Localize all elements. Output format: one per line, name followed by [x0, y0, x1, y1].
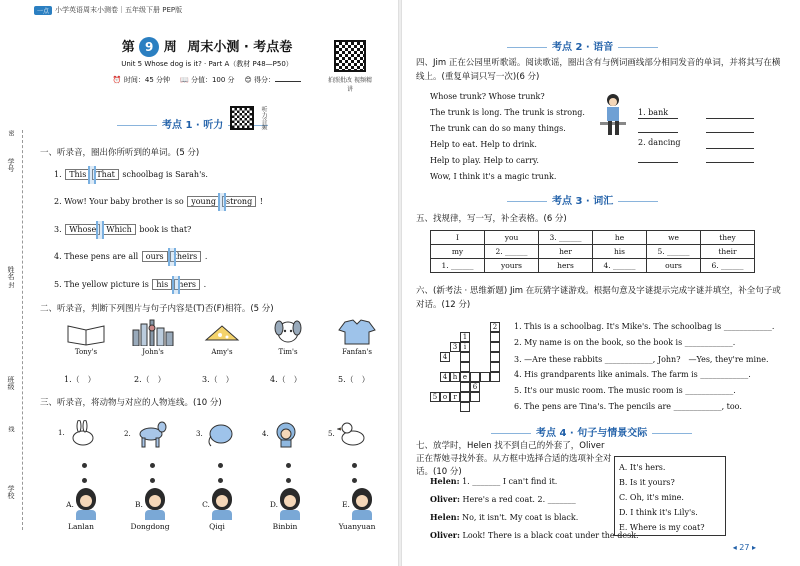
girl-avatar: [212, 488, 232, 510]
q2-answer-3[interactable]: 3.（ ）: [202, 375, 234, 384]
q5-title: 五、找规律，写一写，补全表格。(6 分): [416, 214, 567, 224]
shirt-icon: [337, 318, 377, 346]
quiz-meta: [112, 75, 302, 85]
option-d[interactable]: D. I think it's Lily's.: [619, 508, 698, 517]
q2-answer-5[interactable]: 5.（ ）: [338, 375, 370, 384]
match-dot-animal-4[interactable]: [286, 463, 291, 468]
book-title: 小学英语周末小测卷｜五年级下册 PEP版: [55, 6, 183, 14]
option-strong[interactable]: strong: [222, 196, 256, 207]
school-label: 学校: [7, 485, 15, 499]
brand-tag: 一点: [34, 6, 52, 15]
q1-item-5: 5. The yellow picture is his hers .: [54, 279, 206, 290]
person-a: A. Lanlan: [56, 488, 106, 531]
q2-pic-5: [334, 318, 380, 356]
option-b[interactable]: B. Is it yours?: [619, 478, 675, 487]
time-label: ⏰ 时间：45 分钟: [112, 76, 170, 84]
q3-animal-2: 2.: [124, 420, 180, 448]
person-name-a: Lanlan: [68, 522, 94, 531]
match-dot-animal-3[interactable]: [218, 463, 223, 468]
q6-sentence-4: 4. His grandparents like animals. The farm is ____________.: [514, 370, 751, 379]
section-2-heading: 考点 2 · 语音: [502, 38, 663, 53]
seal-char-1: 密: [7, 130, 14, 136]
q1-item-3: 3. Whose Which book is that?: [54, 224, 191, 235]
dialog-line-2: Oliver: Here's a red coat. 2. _______: [430, 494, 576, 504]
monkey-icon: [271, 420, 301, 448]
worksheet-title: [112, 36, 302, 85]
book-header: [34, 5, 182, 15]
q2-label-2: John's: [142, 348, 164, 356]
elephant-icon: [205, 420, 235, 448]
match-dot-person-5[interactable]: [352, 478, 357, 483]
pronoun-table: [430, 230, 755, 273]
chant-line-4: Help to eat. Help to drink.: [430, 140, 537, 149]
unit-line: Unit 5 Whose dog is it? · Part A（教材 P48—P50）: [121, 60, 293, 68]
q2-pic-3: [200, 320, 244, 356]
example-word-2: 2. dancing: [638, 138, 681, 147]
answer-line-1b[interactable]: [706, 118, 754, 119]
match-dot-person-2[interactable]: [150, 478, 155, 483]
answer-line-2a[interactable]: [706, 148, 754, 149]
got-label: 😊 得分：: [245, 75, 302, 85]
audio-caption: 听力音频: [260, 106, 267, 130]
audio-qr-icon[interactable]: [230, 106, 254, 130]
q2-pic-1: [64, 320, 108, 356]
match-dot-animal-1[interactable]: [82, 463, 87, 468]
person-name-c: Qiqi: [209, 522, 225, 531]
person-d: D. Binbin: [260, 488, 310, 531]
city-skyline-icon: [131, 318, 175, 346]
q3-animal-4: 4.: [262, 420, 312, 448]
week-suffix: 周: [163, 40, 177, 55]
seal-char-2: 封: [7, 282, 14, 288]
option-e[interactable]: E. Where is my coat?: [619, 523, 705, 532]
match-dot-person-1[interactable]: [82, 478, 87, 483]
crossword-grid: 1 i 2 3 4 4 h e 5 o r 6: [432, 320, 512, 410]
right-page: [402, 0, 800, 566]
table-row: 1. ______ yours hers 4. ______ ours 6. ______: [431, 259, 755, 273]
match-dot-animal-5[interactable]: [352, 463, 357, 468]
q3-animal-1: 1.: [58, 420, 106, 446]
boy-avatar: [145, 488, 165, 510]
q2-answer-4[interactable]: 4.（ ）: [270, 375, 302, 384]
student-name-label: 姓名: [7, 266, 15, 280]
option-which[interactable]: Which: [102, 224, 136, 235]
table-row: I you 3. ______ he we they: [431, 231, 755, 245]
table-row: my 2. ______ her his 5. ______ their: [431, 245, 755, 259]
person-name-b: Dongdong: [130, 522, 170, 531]
dialog-line-4: Oliver: Look! There is a black coat under the desk.: [430, 530, 639, 540]
person-b: B. Dongdong: [122, 488, 178, 531]
person-e: E. Yuanyuan: [328, 488, 386, 531]
section-4-heading: 考点 4 · 句子与情景交际: [486, 424, 697, 439]
match-dot-person-3[interactable]: [218, 478, 223, 483]
q1-title: 一、听录音，圈出你所听到的单词。(5 分): [40, 148, 200, 158]
duck-icon: [337, 420, 367, 448]
dialog-line-3: Helen: No, it isn't. My coat is black.: [430, 512, 579, 522]
section-1-heading: 考点 1 · 听力: [112, 116, 273, 131]
option-ours[interactable]: ours: [142, 251, 168, 262]
option-c[interactable]: C. Oh, it's mine.: [619, 493, 684, 502]
chant-line-5: Help to play. Help to carry.: [430, 156, 539, 165]
week-number: 9: [139, 37, 159, 57]
week-prefix: 第: [121, 40, 135, 55]
answer-line-1a[interactable]: [638, 118, 678, 119]
chant-line-6: Wow, I think it's a magic trunk.: [430, 172, 557, 181]
person-name-d: Binbin: [272, 522, 298, 531]
person-c: C. Qiqi: [192, 488, 242, 531]
q6-sentence-3: 3. —Are these rabbits ____________, John? —Yes, they're mine.: [514, 355, 769, 364]
options-box: [614, 456, 726, 536]
answer-line-1c[interactable]: [638, 132, 678, 133]
answer-line-2b[interactable]: [638, 162, 678, 163]
quiz-name: 周末小测 · 考点卷: [187, 40, 293, 55]
q6-title: 六、(新考法 · 思维新题) Jim 在玩猜字谜游戏。根据句意及字谜提示完成字谜并填空，补全句子或对话。(12 分): [416, 286, 781, 310]
q1-item-1: 1. This That schoolbag is Sarah's.: [54, 169, 208, 180]
boy-avatar: [352, 488, 372, 510]
answer-line-2c[interactable]: [706, 162, 754, 163]
q6-sentence-5: 5. It's our music room. The music room is ____________.: [514, 386, 736, 395]
match-dot-person-4[interactable]: [286, 478, 291, 483]
q2-pic-4: [266, 318, 310, 356]
student-id-label: 学号: [7, 158, 15, 172]
rabbit-icon: [67, 420, 97, 446]
option-a[interactable]: A. It's hers.: [619, 463, 666, 472]
qr-code-icon[interactable]: [334, 40, 366, 72]
match-dot-animal-2[interactable]: [150, 463, 155, 468]
option-theirs[interactable]: theirs: [170, 251, 202, 262]
cheese-icon: [202, 320, 242, 346]
chant-line-3: The trunk can do so many things.: [430, 124, 566, 133]
q2-answer-1[interactable]: 1.（ ）: [64, 375, 96, 384]
q7-title: 七、放学时，Helen 找不到自己的外套了，Oliver 正在帮她寻找外套。从方框中选择合适的选项补全对话。(10 分): [416, 441, 612, 477]
person-name-e: Yuanyuan: [338, 522, 376, 531]
dialog-line-1: Helen: 1. _______ I can't find it.: [430, 476, 558, 486]
q6-sentence-2: 2. My name is on the book, so the book is ____________.: [514, 338, 736, 347]
q2-label-1: Tony's: [74, 348, 98, 356]
q2-title: 二、听录音，判断下列图片与句子内容是(T)否(F)相符。(5 分): [40, 304, 274, 314]
boy-avatar: [280, 488, 300, 510]
option-that[interactable]: That: [92, 169, 118, 180]
chant-line-2: The trunk is long. The trunk is strong.: [430, 108, 585, 117]
girl-avatar: [76, 488, 96, 510]
chant-line-1: Whose trunk? Whose trunk?: [430, 92, 545, 101]
q2-pic-2: [130, 318, 176, 356]
q6-sentence-6: 6. The pens are Tina's. The pencils are ____________, too.: [514, 402, 742, 411]
score-label: 📖 分值：100 分: [180, 76, 235, 84]
q3-title: 三、听录音，将动物与对应的人物连线。(10 分): [40, 398, 222, 408]
q2-label-5: Fanfan's: [342, 348, 372, 356]
q2-label-4: Tim's: [278, 348, 298, 356]
left-page: [0, 0, 398, 566]
option-his[interactable]: his: [152, 279, 172, 290]
boy-on-bench-icon: [598, 92, 628, 138]
q1-item-2: 2. Wow! Your baby brother is so young strong !: [54, 196, 263, 207]
q3-animal-5: 5.: [328, 420, 378, 448]
q2-answer-2[interactable]: 2.（ ）: [134, 375, 166, 384]
qr-caption: 拍照批改 视频精讲: [328, 77, 372, 93]
q1-item-4: 4. These pens are all ours theirs .: [54, 251, 207, 262]
q6-sentence-1: 1. This is a schoolbag. It's Mike's. The schoolbag is ____________.: [514, 322, 775, 331]
section-3-heading: 考点 3 · 词汇: [502, 192, 663, 207]
option-this[interactable]: This: [65, 169, 90, 180]
example-word-1: 1. bank: [638, 108, 669, 117]
page-number[interactable]: ◂ 27 ▸: [732, 543, 756, 552]
seal-char-3: 线: [7, 426, 14, 432]
horse-icon: [133, 420, 167, 448]
book-icon: [66, 320, 106, 346]
q3-animal-3: 3.: [196, 420, 246, 448]
answer-line-1d[interactable]: [706, 132, 754, 133]
class-label: 班级: [7, 376, 15, 390]
option-hers[interactable]: hers: [174, 279, 200, 290]
option-whose[interactable]: Whose: [65, 224, 100, 235]
option-young[interactable]: young: [187, 196, 220, 207]
seal-line: [22, 130, 23, 530]
dog-icon: [268, 318, 308, 346]
q4-title: 四、Jim 正在公园里听歌谣。阅读歌谣，圈出含有与例词画线部分相同发音的单词，并将其写在横线上。(重复单词只写一次)(6 分): [416, 58, 781, 82]
q2-label-3: Amy's: [211, 348, 233, 356]
